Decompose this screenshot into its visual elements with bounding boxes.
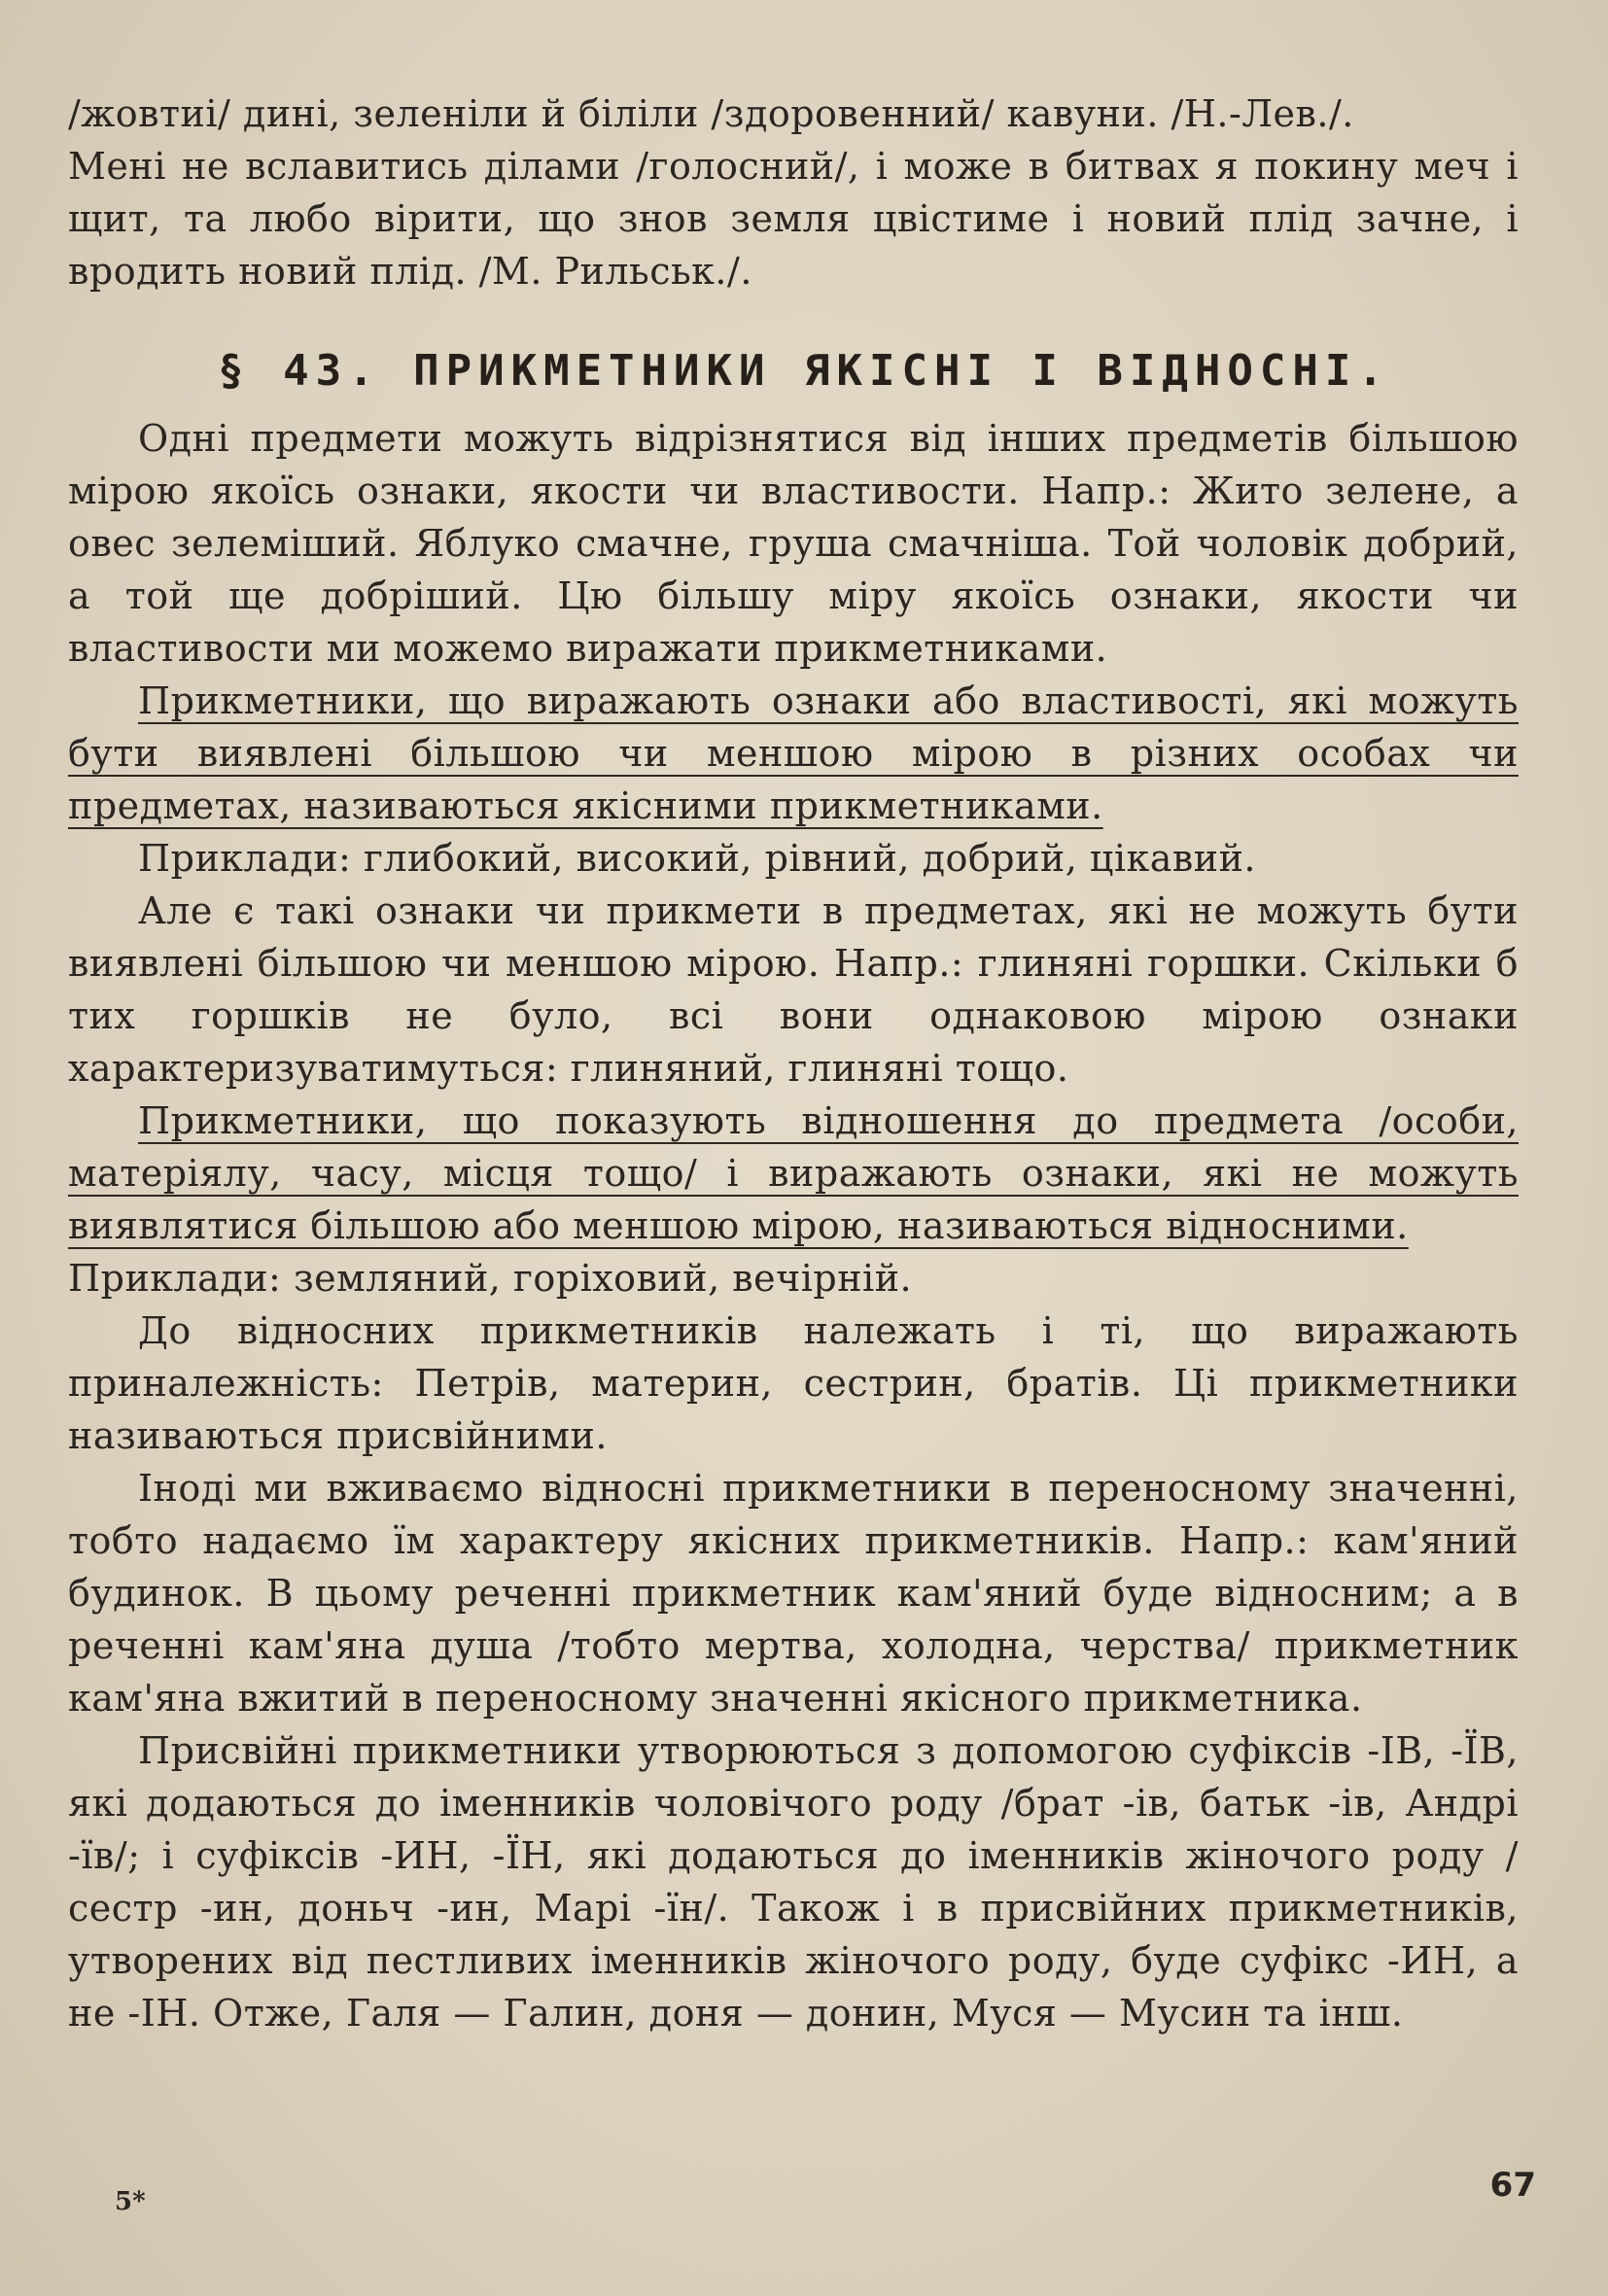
definition-relative: Прикметники, що показують відношення до предмета /особи, матеріялу, часу, місця тощо/ і виражають ознаки, які не можуть виявлятися більшою або меншою мірою, називаються відносними. <box>68 1099 1519 1247</box>
page-number: 67 <box>1489 2166 1536 2205</box>
section-heading: § 43. ПРИКМЕТНИКИ ЯКІСНІ І ВІДНОСНІ. <box>218 346 1390 396</box>
printer-signature: 5* <box>115 2187 146 2216</box>
intro-line-2: Мені не вславитись ділами /голосний/, і може в битвах я покину меч і щит, та любо вірити, що знов земля цвістиме і новий плід зачне, і вродить новий плід. /М. Рильськ./. <box>68 145 1519 293</box>
paragraph-suffixes: Присвійні прикметники утворюються з допомогою суфіксів -ІВ, -ЇВ, які додаються до іменників чоловічого роду /брат -ів, батьк -ів, Андрі -їв/; і суфіксів -ИН, -ЇН, які додаються до іменників жіночого роду /сестр -ин, доньч -ин, Марі -їн/. Також і в присвійних прикметників, утворених від пестливих іменників жіночого роду, буде суфікс -ИН, а не -ІН. Отже, Галя — Галин, доня — донин, Муся — Мусин та інш. <box>68 1729 1519 2035</box>
examples-relative: Приклади: земляний, горіховий, вечірній. <box>68 1257 913 1300</box>
body-text <box>68 412 1519 2039</box>
paragraph-figurative: Іноді ми вживаємо відносні прикметники в переносному значенні, тобто надаємо їм характеру якісних прикметників. Напр.: кам'яний будинок. В цьому реченні прикметник кам'яний буде відносним; а в реченні кам'яна душа /тобто мертва, холодна, черства/ прикметник кам'яна вжитий в переносному значенні якісного прикметника. <box>68 1467 1519 1720</box>
paragraph-possessive: До відносних прикметників належать і ті, що виражають приналежність: Петрів, материн, сестрин, братів. Ці прикметники називаються присвійними. <box>68 1309 1519 1457</box>
examples-qualitative: Приклади: глибокий, високий, рівний, добрий, цікавий. <box>138 837 1257 880</box>
paragraph-1: Одні предмети можуть відрізнятися від інших предметів більшою мірою якоїсь ознаки, якости чи властивости. Напр.: Жито зелене, а овес зелеміший. Яблуко смачне, груша смачніша. Той чоловік добрий, а той ще добріший. Цю більшу міру якоїсь ознаки, якости чи властивости ми можемо виражати прикметниками. <box>68 417 1519 670</box>
definition-qualitative: Прикметники, що виражають ознаки або властивості, які можуть бути виявлені більшою чи меншою мірою в різних особах чи предметах, називаються якісними прикметниками. <box>68 679 1519 827</box>
intro-line-1: /жовтиі/ дині, зеленіли й біліли /здоровенний/ кавуни. /Н.-Лев./. <box>68 92 1354 135</box>
intro-text <box>68 87 1519 297</box>
paragraph-4: Але є такі ознаки чи прикмети в предметах, які не можуть бути виявлені більшою чи меншою мірою. Напр.: глиняні горшки. Скільки б тих горшків не було, всі вони однаковою мірою ознаки характеризуватимуться: глиняний, глиняні тощо. <box>68 889 1519 1090</box>
